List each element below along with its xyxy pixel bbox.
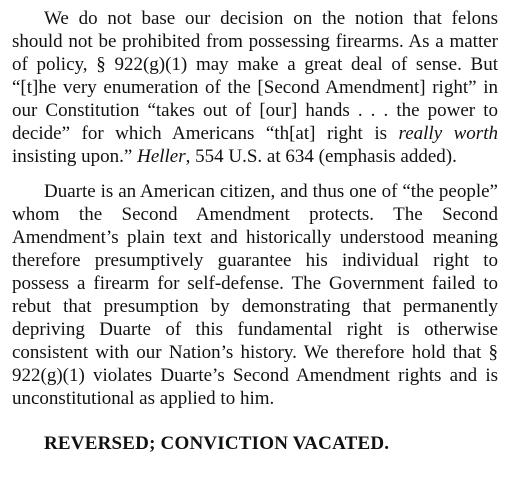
- emphasis-really-worth: really worth: [398, 123, 498, 144]
- case-name-heller: Heller: [137, 146, 186, 167]
- paragraph-holding-text: Duarte is an American citizen, and thus one of “the people” whom the Second Amendment protects. The Second Amendment’s plain text and historically understood meaning therefore presumptively guarantee his individual right to possess a firearm for self-defense. The Government failed to rebut that presumption by demonstrating that permanently depriving Duarte of this fundamental right is otherwise consistent with our Nation’s history. We therefore hold that § 922(g)(1) violates Duarte’s Second Amendment rights and is unconstitutional as applied to him.: [12, 181, 498, 409]
- paragraph-policy-citation: , 554 U.S. at 634 (emphasis added).: [185, 146, 457, 167]
- disposition-heading: REVERSED; CONVICTION VACATED.: [44, 433, 390, 454]
- paragraph-policy: [12, 7, 498, 168]
- opinion-excerpt: [12, 7, 498, 455]
- paragraph-policy-text-2: insisting upon.”: [12, 146, 138, 167]
- paragraph-holding: [12, 180, 498, 410]
- paragraph-policy-text-1: We do not base our decision on the notion that felons should not be prohibited from possessing firearms. As a matter of policy, § 922(g)(1) may make a great deal of sense. But “[t]he very enumeration of the [Second Amendment] right” in our Constitution “takes out of [our] hands . . . the power to decide” for which Americans “th[at] right is: [12, 8, 498, 144]
